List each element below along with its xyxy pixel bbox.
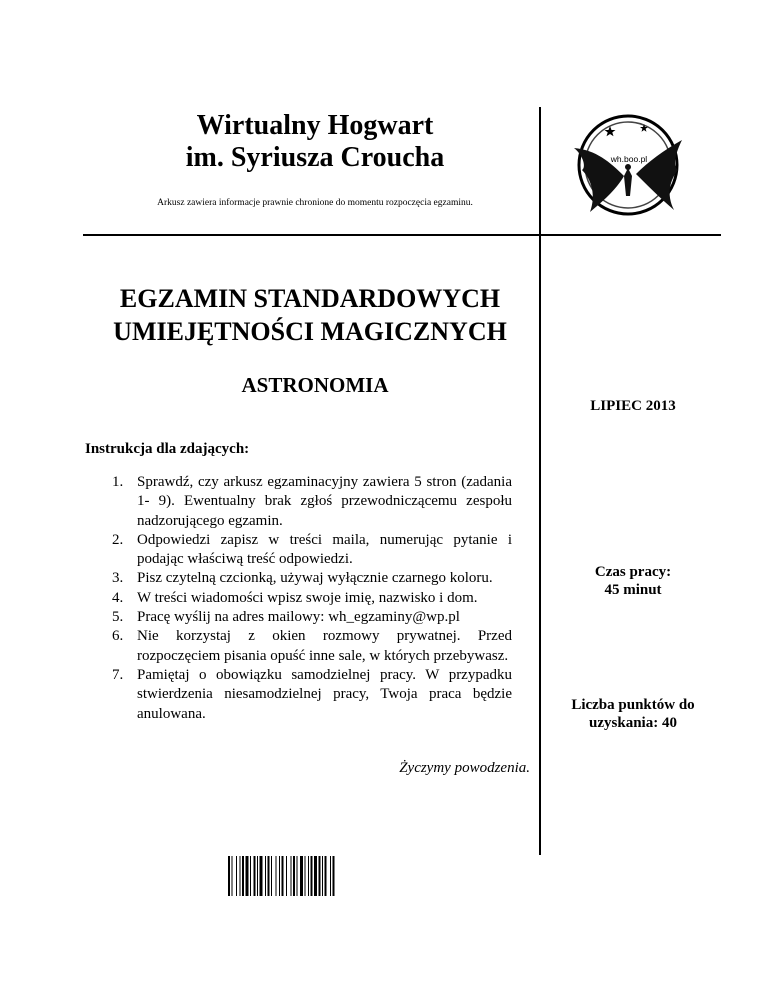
school-title-line2: im. Syriusza Croucha: [185, 142, 445, 173]
barcode-bar: [311, 856, 313, 896]
barcode-bar: [268, 856, 270, 896]
barcode-bar: [286, 856, 287, 896]
instruction-item: 3. Pisz czytelną czcionką, używaj wyłącznie czarnego koloru.: [112, 570, 493, 587]
barcode-bar: [240, 856, 241, 896]
vertical-divider: [539, 107, 541, 855]
good-luck-note: Życzymy powodzenia.: [399, 760, 530, 776]
barcode-bar: [333, 856, 335, 896]
max-points-line2: uzyskania: 40: [589, 715, 677, 731]
time-limit-line1: Czas pracy:: [594, 564, 672, 580]
exam-subject: ASTRONOMIA: [241, 373, 389, 397]
barcode-bar: [236, 856, 237, 896]
school-logo: [566, 110, 690, 220]
barcode-bar: [325, 856, 327, 896]
confidentiality-notice: Arkusz zawiera informacje prawnie chronione do momentu rozpoczęcia egzaminu.: [157, 198, 473, 208]
barcode-bar: [293, 856, 295, 896]
barcode-bar: [242, 856, 244, 896]
exam-date: LIPIEC 2013: [590, 398, 676, 414]
barcode-bar: [228, 856, 230, 896]
barcode-bar: [314, 856, 317, 896]
instruction-item: 7. Pamiętaj o obowiązku samodzielnej pracy. W przypadku stwierdzenia niesamodzielnej pracy, Twoja praca będzie anulowana.: [112, 666, 512, 722]
time-limit: [545, 563, 721, 599]
barcode-bar: [257, 856, 258, 896]
instruction-item: 4. W treści wiadomości wpisz swoje imię, nazwisko i dom.: [112, 589, 478, 606]
instructions-list: [112, 473, 512, 724]
barcode-bar: [305, 856, 306, 896]
barcode: [228, 856, 426, 896]
barcode-bar: [265, 856, 266, 896]
school-title-line1: Wirtualny Hogwart: [196, 110, 434, 141]
barcode-bar: [276, 856, 277, 896]
instruction-item: 6. Nie korzystaj z okien rozmowy prywatnej. Przed rozpoczęciem pisania opuść inne sale, w których przebywasz.: [112, 628, 512, 664]
barcode-bar: [250, 856, 251, 896]
barcode-bar: [282, 856, 284, 896]
max-points-line1: Liczba punktów do: [571, 697, 695, 713]
barcode-bar: [291, 856, 292, 896]
barcode-bar: [322, 856, 323, 896]
horizontal-divider: [83, 234, 721, 236]
barcode-bar: [232, 856, 233, 896]
barcode-bar: [246, 856, 249, 896]
barcode-bar: [330, 856, 331, 896]
exam-title-line1: EGZAMIN STANDARDOWYCH: [119, 284, 501, 313]
barcode-bar: [254, 856, 256, 896]
barcode-bar: [308, 856, 309, 896]
instructions-heading: Instrukcja dla zdających:: [85, 441, 250, 457]
barcode-bar: [319, 856, 321, 896]
school-title: [95, 110, 535, 174]
max-points: [545, 696, 721, 732]
instruction-item: 2. Odpowiedzi zapisz w treści maila, numerując pytanie i podając właściwą treść odpowiedzi.: [112, 531, 512, 568]
barcode-bar: [297, 856, 298, 896]
barcode-bar: [260, 856, 263, 896]
barcode-bar: [271, 856, 272, 896]
exam-title: [85, 282, 535, 348]
time-limit-line2: 45 minut: [604, 582, 662, 598]
instruction-item: 5. Pracę wyślij na adres mailowy: wh_egzaminy@wp.pl: [112, 609, 460, 626]
barcode-bar: [300, 856, 303, 896]
logo-text: wh.boo.pl: [610, 154, 648, 164]
exam-title-line2: UMIEJĘTNOŚCI MAGICZNYCH: [113, 317, 507, 346]
instruction-item: 1. Sprawdź, czy arkusz egzaminacyjny zawiera 5 stron (zadania 1- 9). Ewentualny brak zgłoś przewodniczącemu zespołu nadzorującego egzamin.: [112, 474, 512, 529]
barcode-bar: [279, 856, 280, 896]
